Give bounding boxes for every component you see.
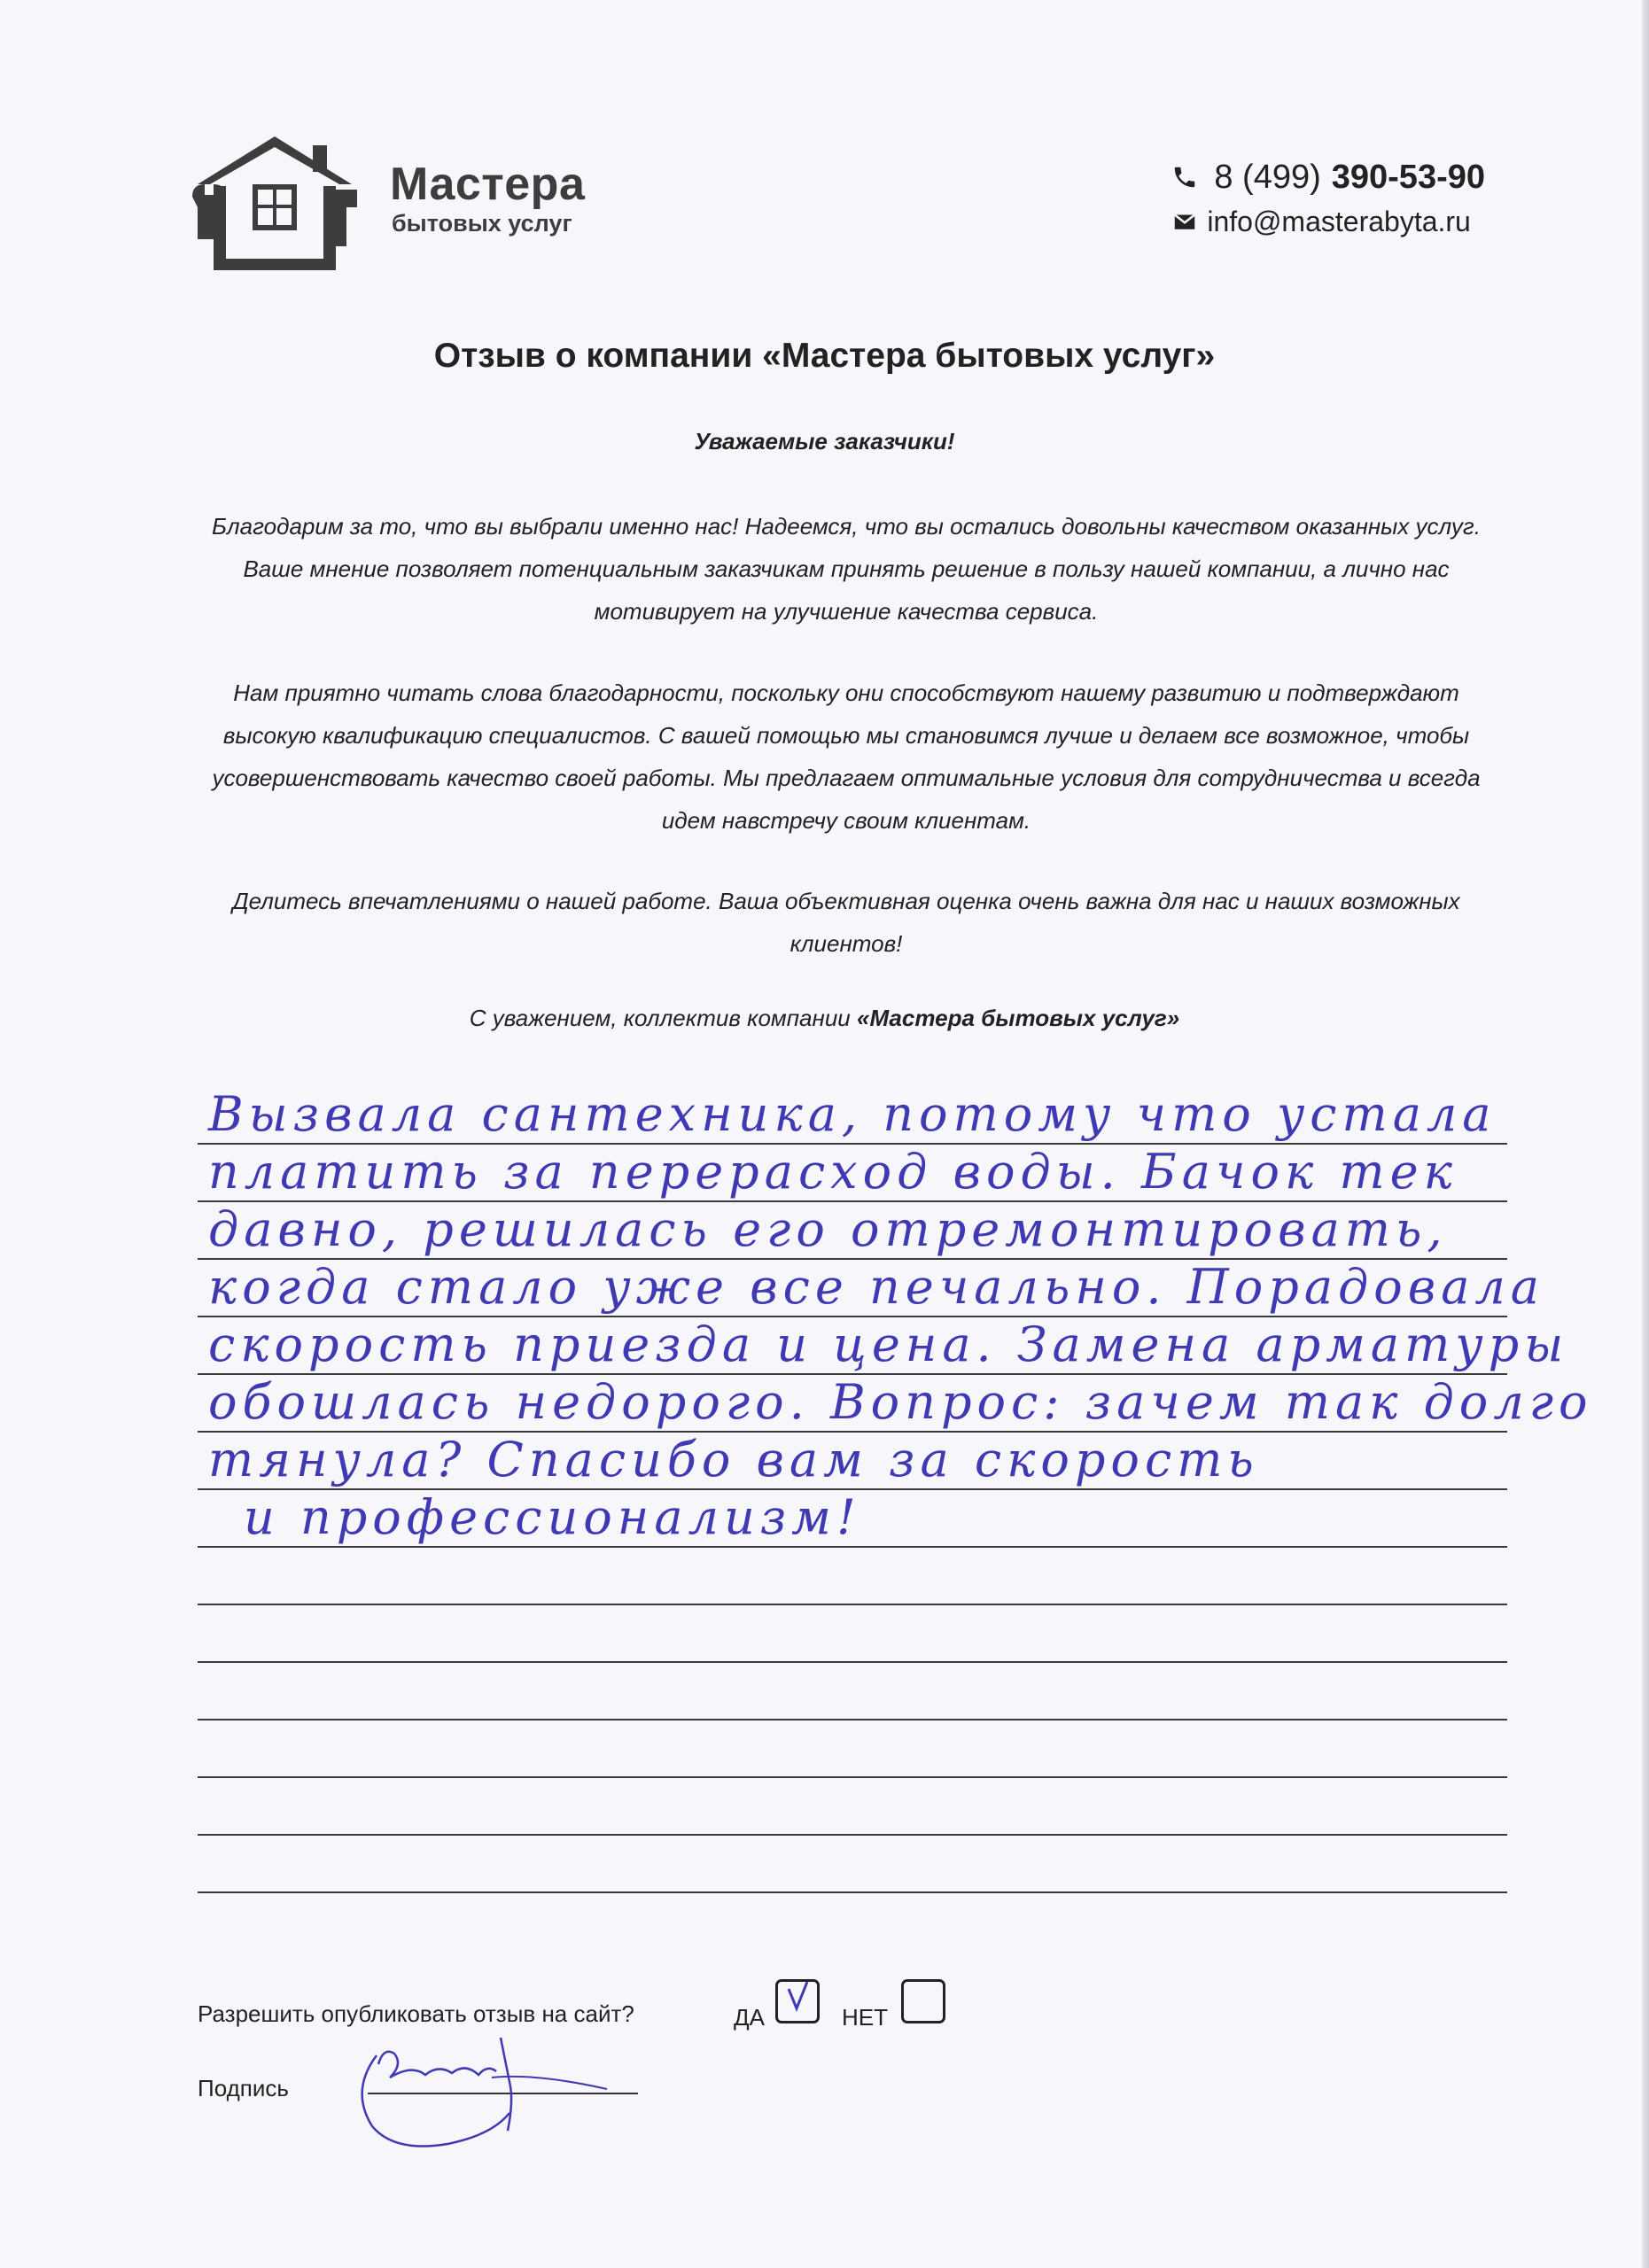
- ruled-line: [198, 1719, 1507, 1720]
- handwritten-line: давно, решилась его отремонтировать,: [208, 1201, 1448, 1257]
- page-title: Отзыв о компании «Мастера бытовых услуг»: [433, 337, 1216, 375]
- ruled-line: [198, 1604, 1507, 1605]
- paragraph-thanks: Благодарим за то, что вы выбрали именно нас! Надеемся, что вы остались довольны качеством оказанных услуг. Ваше мнение позволяет потенциальным заказчикам принять решение в пользу нашей компании, а лично нас мотивирует на улучшение качества сервиса.: [212, 513, 1481, 625]
- phone-row[interactable]: [1171, 155, 1485, 199]
- no-label: НЕТ: [842, 2004, 888, 2031]
- handwritten-line: платить за перерасход воды. Бачок тек: [208, 1144, 1458, 1200]
- email-row[interactable]: [1171, 199, 1485, 244]
- closing-company: «Мастера бытовых услуг»: [856, 1005, 1180, 1031]
- checkmark-icon: [778, 1982, 817, 2021]
- no-checkbox[interactable]: [901, 1979, 945, 2023]
- brand-name: Мастера: [390, 159, 586, 210]
- house-logo-icon: [191, 133, 359, 275]
- handwritten-line: скорость приезда и цена. Замена арматуры: [208, 1317, 1569, 1372]
- ruled-line: [198, 1546, 1507, 1548]
- yes-checkbox[interactable]: [775, 1979, 820, 2023]
- paragraph-appreciation: Нам приятно читать слова благодарности, поскольку они способствуют нашему развитию и подтверждают высокую квалификацию специалистов. С вашей помощью мы становимся лучше и делаем все возможное, чтобы усовершенствовать качество своей работы. Мы предлагаем оптимальные условия для сотрудничества и всегда идем навстречу своим клиентам.: [212, 680, 1481, 834]
- phone-icon: [1171, 164, 1198, 190]
- email-address: info@masterabyta.ru: [1207, 205, 1471, 237]
- handwritten-line: обошлась недорого. Вопрос: зачем так долго: [208, 1374, 1593, 1430]
- phone-number: 390-53-90: [1331, 158, 1485, 196]
- contacts: [1171, 155, 1485, 244]
- ruled-line: [198, 1661, 1507, 1663]
- phone-code: 8 (499): [1214, 158, 1321, 196]
- ruled-line: [198, 1834, 1507, 1836]
- envelope-icon: [1171, 208, 1198, 235]
- brand-subtitle: бытовых услуг: [392, 210, 572, 237]
- handwritten-line: Вызвала сантехника, потому что устала: [208, 1086, 1497, 1142]
- closing-line: [0, 1005, 1649, 1032]
- signature-label: Подпись: [198, 2075, 289, 2101]
- handwritten-line: и профессионализм!: [244, 1489, 861, 1545]
- greeting: Уважаемые заказчики!: [694, 428, 955, 454]
- publish-question: Разрешить опубликовать отзыв на сайт?: [198, 2000, 634, 2027]
- handwritten-signature: [341, 2029, 642, 2162]
- handwritten-line: тянула? Спасибо вам за скорость: [208, 1432, 1259, 1487]
- brand: [390, 159, 585, 237]
- handwritten-line: когда стало уже все печально. Порадовала: [208, 1259, 1544, 1315]
- ruled-line: [198, 1891, 1507, 1893]
- yes-label: ДА: [734, 2004, 765, 2031]
- paragraph-share: Делитесь впечатлениями о нашей работе. Ваша объективная оценка очень важна для нас и наших возможных клиентов!: [232, 888, 1460, 957]
- closing-prefix: С уважением, коллектив компании: [469, 1005, 851, 1031]
- ruled-line: [198, 1776, 1507, 1778]
